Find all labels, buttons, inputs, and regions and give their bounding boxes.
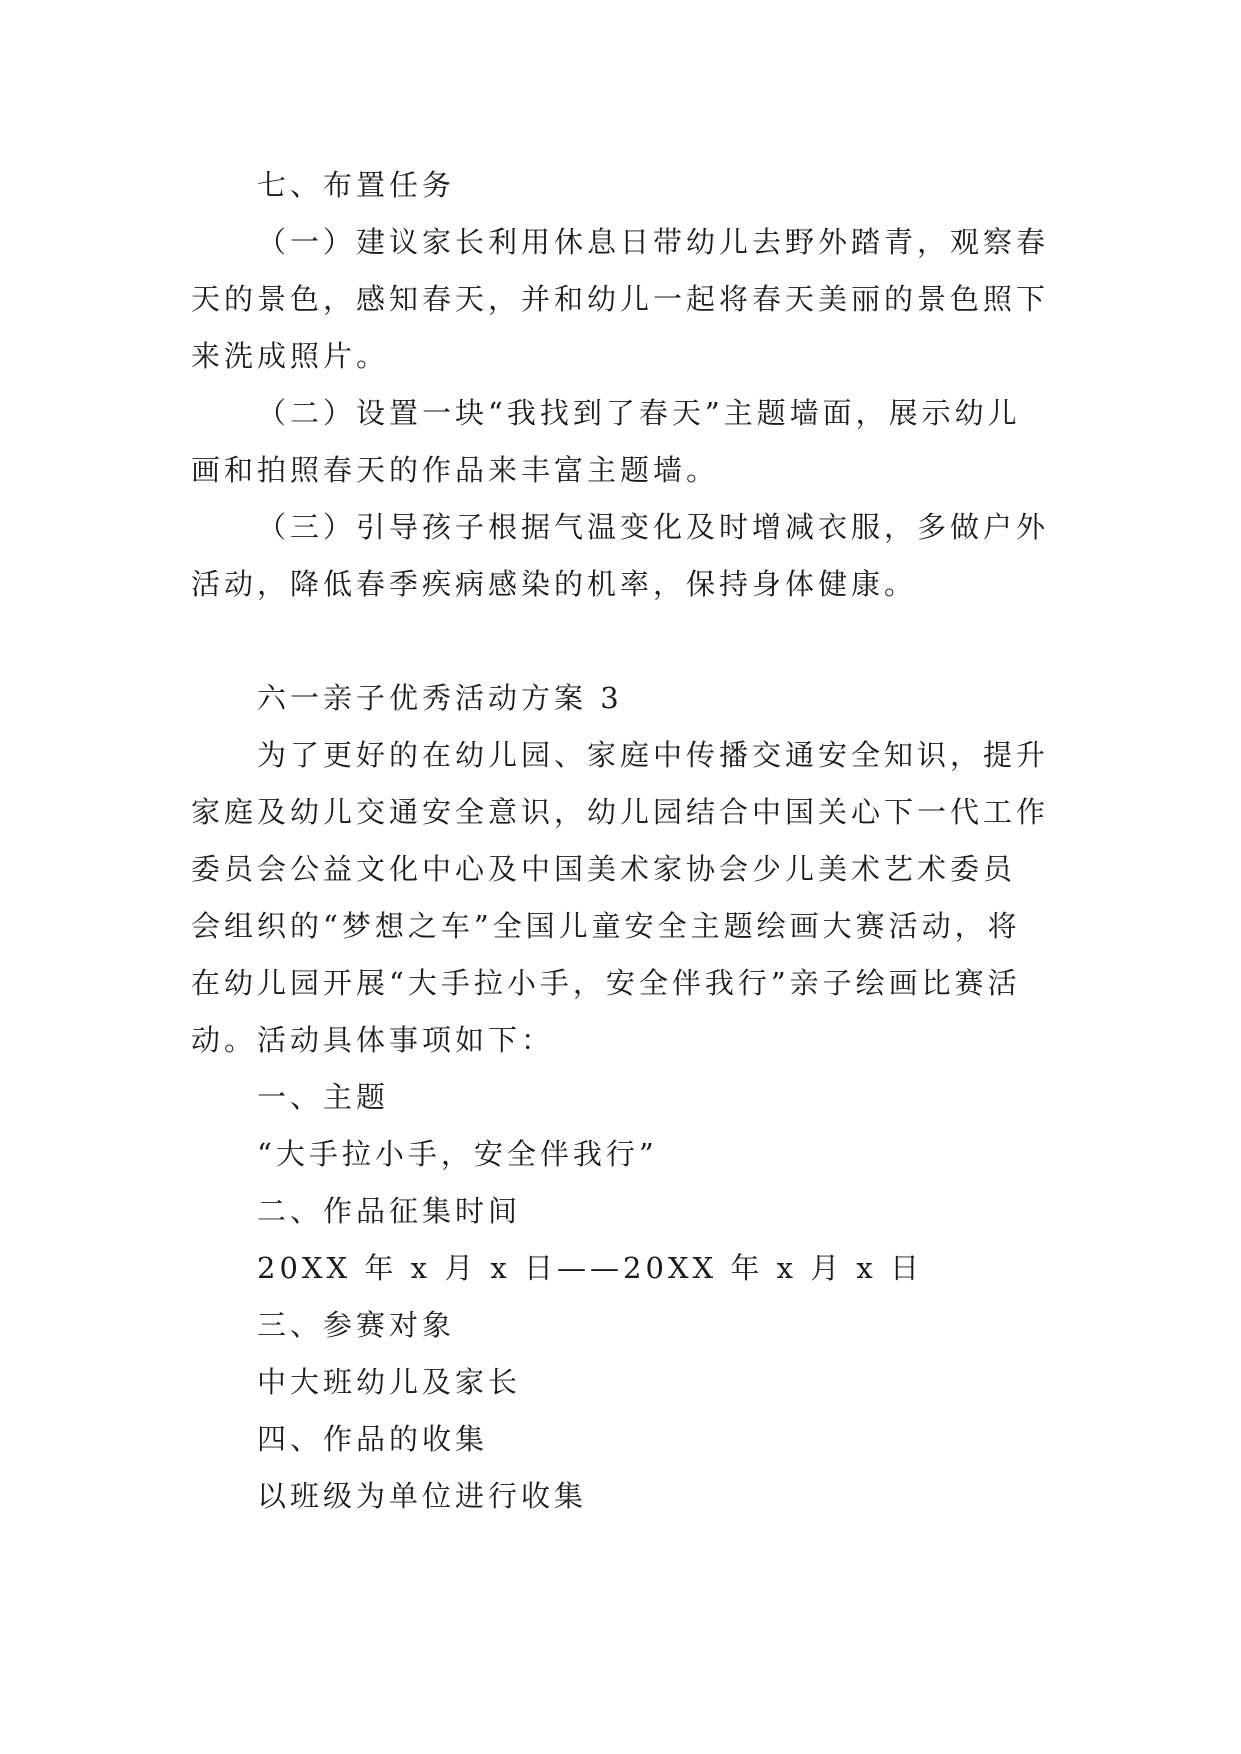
paragraph-line: 活动，降低春季疾病感染的机率，保持身体健康。 (191, 567, 918, 601)
collection-text: 以班级为单位进行收集 (257, 1479, 588, 1513)
paragraph-line: 画和拍照春天的作品来丰富主题墙。 (191, 453, 720, 487)
paragraph-line: 会组织的“梦想之车”全国儿童安全主题绘画大赛活动，将 (191, 909, 1021, 943)
paragraph-line: 为了更好的在幼儿园、家庭中传播交通安全知识，提升 (257, 738, 1050, 772)
paragraph-line: （三）引导孩子根据气温变化及时增减衣服，多做户外 (257, 510, 1050, 544)
section-heading-theme: 一、主题 (257, 1080, 390, 1114)
theme-text: “大手拉小手，安全伴我行” (257, 1137, 658, 1171)
document-title: 六一亲子优秀活动方案 3 (257, 681, 623, 715)
section-heading-time: 二、作品征集时间 (257, 1194, 522, 1228)
paragraph-line: 天的景色，感知春天，并和幼儿一起将春天美丽的景色照下 (191, 282, 1050, 316)
section-heading-collection: 四、作品的收集 (257, 1422, 489, 1456)
paragraph-line: 来洗成照片。 (191, 339, 390, 373)
section-heading-participants: 三、参赛对象 (257, 1308, 456, 1342)
paragraph-line: 动。活动具体事项如下： (191, 1023, 555, 1057)
paragraph-line: （一）建议家长利用休息日带幼儿去野外踏青，观察春 (257, 225, 1050, 259)
time-text: 20XX 年 x 月 x 日——20XX 年 x 月 x 日 (257, 1251, 923, 1285)
paragraph-line: 委员会公益文化中心及中国美术家协会少儿美术艺术委员 (191, 852, 1017, 886)
participants-text: 中大班幼儿及家长 (257, 1365, 522, 1399)
paragraph-line: （二）设置一块“我找到了春天”主题墙面，展示幼儿 (257, 396, 1021, 430)
paragraph-line: 在幼儿园开展“大手拉小手，安全伴我行”亲子绘画比赛活 (191, 966, 1021, 1000)
section-heading-assign-tasks: 七、布置任务 (257, 168, 456, 202)
paragraph-line: 家庭及幼儿交通安全意识，幼儿园结合中国关心下一代工作 (191, 795, 1050, 829)
